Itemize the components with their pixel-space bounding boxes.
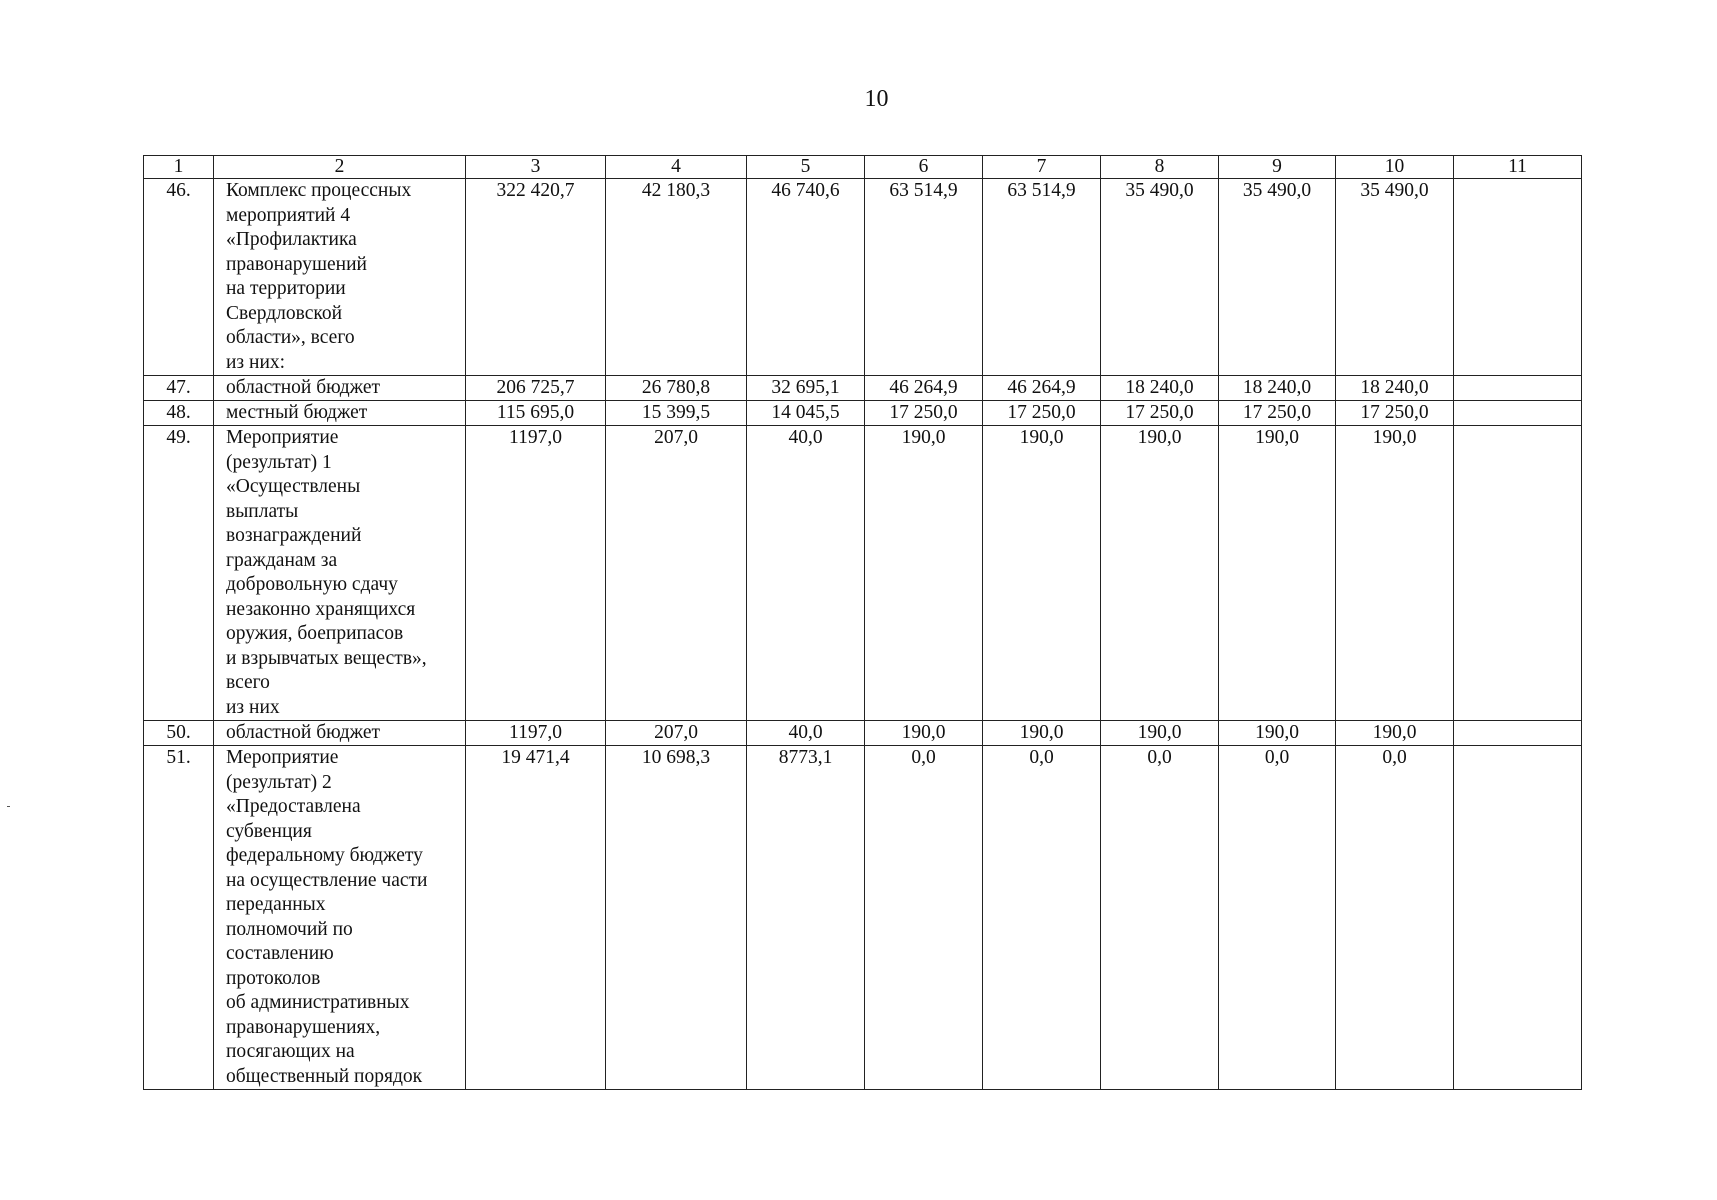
value-cell: 15 399,5 [606, 401, 747, 426]
value-cell: 46 264,9 [983, 376, 1101, 401]
value-cell: 0,0 [1219, 746, 1336, 1090]
row-index-cell: 48. [144, 401, 214, 426]
value-cell: 190,0 [1101, 426, 1219, 721]
value-cell: 0,0 [865, 746, 983, 1090]
value-cell [1454, 426, 1582, 721]
value-cell: 40,0 [747, 721, 865, 746]
value-cell: 35 490,0 [1219, 179, 1336, 376]
budget-table [143, 155, 1582, 1090]
column-number-row [144, 156, 1582, 179]
column-number-cell: 1 [144, 156, 214, 179]
column-number-cell: 8 [1101, 156, 1219, 179]
value-cell: 207,0 [606, 721, 747, 746]
row-name-cell: местный бюджет [214, 401, 466, 426]
value-cell: 190,0 [983, 426, 1101, 721]
value-cell: 0,0 [983, 746, 1101, 1090]
value-cell: 63 514,9 [983, 179, 1101, 376]
value-cell: 190,0 [865, 721, 983, 746]
value-cell: 0,0 [1336, 746, 1454, 1090]
value-cell: 190,0 [1219, 426, 1336, 721]
table-row [144, 426, 1582, 721]
value-cell: 190,0 [1219, 721, 1336, 746]
value-cell: 35 490,0 [1336, 179, 1454, 376]
value-cell: 190,0 [1101, 721, 1219, 746]
column-number-cell: 5 [747, 156, 865, 179]
page-number: 10 [864, 86, 889, 112]
column-number-cell: 10 [1336, 156, 1454, 179]
row-name-cell: областной бюджет [214, 376, 466, 401]
value-cell: 206 725,7 [466, 376, 606, 401]
row-index-cell: 51. [144, 746, 214, 1090]
value-cell: 17 250,0 [983, 401, 1101, 426]
value-cell: 17 250,0 [865, 401, 983, 426]
column-number-cell: 11 [1454, 156, 1582, 179]
table-row [144, 179, 1582, 376]
value-cell: 32 695,1 [747, 376, 865, 401]
row-name-cell: Мероприятие (результат) 1 «Осуществлены выплаты вознаграждений гражданам за добровольную сдачу незаконно хранящихся оружия, боеприпасов и взрывчатых веществ», всего из них [214, 426, 466, 721]
table-row [144, 401, 1582, 426]
value-cell: 1197,0 [466, 721, 606, 746]
value-cell: 46 740,6 [747, 179, 865, 376]
value-cell: 10 698,3 [606, 746, 747, 1090]
table-row [144, 746, 1582, 1090]
value-cell: 35 490,0 [1101, 179, 1219, 376]
value-cell: 115 695,0 [466, 401, 606, 426]
value-cell: 26 780,8 [606, 376, 747, 401]
value-cell: 190,0 [865, 426, 983, 721]
value-cell: 8773,1 [747, 746, 865, 1090]
value-cell: 42 180,3 [606, 179, 747, 376]
value-cell: 190,0 [1336, 426, 1454, 721]
row-index-cell: 49. [144, 426, 214, 721]
value-cell: 190,0 [1336, 721, 1454, 746]
value-cell: 1197,0 [466, 426, 606, 721]
value-cell: 18 240,0 [1101, 376, 1219, 401]
value-cell: 46 264,9 [865, 376, 983, 401]
row-index-cell: 47. [144, 376, 214, 401]
row-name-cell: областной бюджет [214, 721, 466, 746]
value-cell [1454, 179, 1582, 376]
column-number-cell: 2 [214, 156, 466, 179]
value-cell: 0,0 [1101, 746, 1219, 1090]
row-index-cell: 50. [144, 721, 214, 746]
value-cell [1454, 376, 1582, 401]
value-cell [1454, 721, 1582, 746]
column-number-cell: 3 [466, 156, 606, 179]
value-cell: 14 045,5 [747, 401, 865, 426]
value-cell: 17 250,0 [1101, 401, 1219, 426]
value-cell [1454, 401, 1582, 426]
row-name-cell: Мероприятие (результат) 2 «Предоставлена субвенция федеральному бюджету на осуществление части переданных полномочий по составлению протоколов об административных правонарушениях, посягающих на общественный порядок [214, 746, 466, 1090]
margin-mark [7, 806, 10, 807]
table-row [144, 721, 1582, 746]
value-cell [1454, 746, 1582, 1090]
value-cell: 207,0 [606, 426, 747, 721]
value-cell: 63 514,9 [865, 179, 983, 376]
column-number-cell: 7 [983, 156, 1101, 179]
value-cell: 40,0 [747, 426, 865, 721]
column-number-cell: 9 [1219, 156, 1336, 179]
value-cell: 18 240,0 [1219, 376, 1336, 401]
value-cell: 18 240,0 [1336, 376, 1454, 401]
value-cell: 17 250,0 [1336, 401, 1454, 426]
row-index-cell: 46. [144, 179, 214, 376]
table-row [144, 376, 1582, 401]
value-cell: 190,0 [983, 721, 1101, 746]
value-cell: 322 420,7 [466, 179, 606, 376]
column-number-cell: 4 [606, 156, 747, 179]
row-name-cell: Комплекс процессных мероприятий 4 «Профилактика правонарушений на территории Свердловской области», всего из них: [214, 179, 466, 376]
value-cell: 17 250,0 [1219, 401, 1336, 426]
column-number-cell: 6 [865, 156, 983, 179]
value-cell: 19 471,4 [466, 746, 606, 1090]
